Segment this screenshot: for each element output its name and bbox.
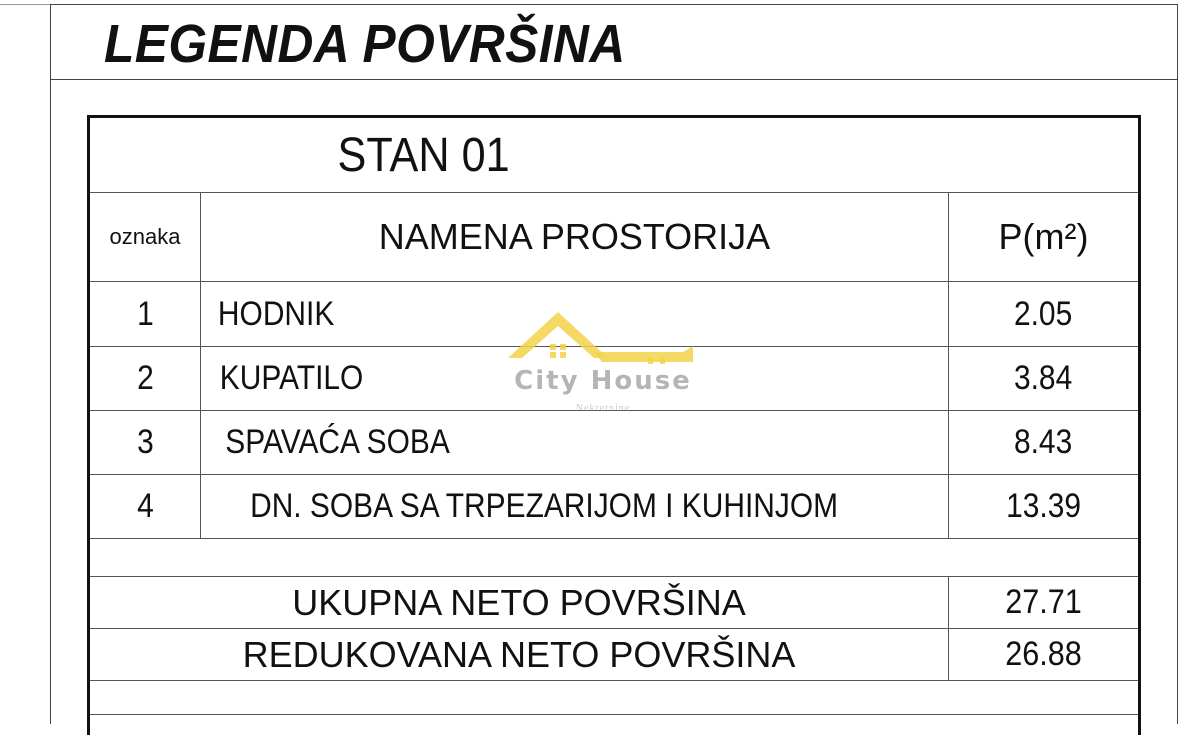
reduced-net-area-value: 26.88	[1005, 635, 1082, 673]
total-label-cell	[90, 577, 948, 628]
watermark	[498, 306, 708, 416]
table-row-area	[949, 347, 1138, 410]
table-row-mark	[90, 347, 200, 410]
row-mark: 1	[136, 294, 154, 333]
divider	[90, 680, 1138, 681]
reduced-net-area-label: REDUKOVANA NETO POVRŠINA	[242, 633, 796, 675]
row-name: DN. SOBA SA TRPEZARIJOM I KUHINJOM	[250, 487, 839, 525]
apartment-title-cell	[90, 118, 758, 192]
watermark-brand: City House	[514, 366, 692, 396]
total-net-area-value: 27.71	[1005, 583, 1082, 621]
row-area: 13.39	[1006, 487, 1081, 525]
row-area: 2.05	[1014, 294, 1073, 333]
apartment-title: STAN 01	[337, 128, 511, 182]
legend-title: LEGENDA POVRŠINA	[104, 14, 626, 74]
table-row-mark	[90, 475, 200, 538]
table-row-area	[949, 475, 1138, 538]
table-row-name	[210, 475, 940, 538]
row-area: 3.84	[1014, 359, 1073, 397]
total-net-area-label: UKUPNA NETO POVRŠINA	[292, 581, 746, 623]
frame-right-border	[1177, 4, 1178, 724]
reduced-label-cell	[90, 629, 948, 680]
row-mark: 4	[136, 487, 154, 525]
total-value-cell	[949, 577, 1138, 628]
row-name: HODNIK	[217, 294, 335, 333]
house-key-icon	[498, 306, 708, 366]
reduced-value-cell	[949, 629, 1138, 680]
divider	[90, 538, 1138, 539]
watermark-subtitle: Nekretnine	[575, 403, 631, 414]
row-mark: 2	[136, 359, 154, 397]
header-area-cell	[949, 193, 1138, 281]
header-purpose: NAMENA PROSTORIJA	[378, 216, 771, 257]
header-area: P(m²)	[998, 216, 1089, 257]
table-row-mark	[90, 411, 200, 474]
divider	[90, 714, 1138, 715]
header-mark-cell	[90, 193, 200, 281]
row-area: 8.43	[1014, 423, 1073, 461]
row-name: SPAVAĆA SOBA	[225, 423, 450, 461]
table-row-area	[949, 282, 1138, 346]
area-table	[87, 115, 1141, 735]
frame-stub-line	[0, 4, 50, 5]
table-row-mark	[90, 282, 200, 346]
header-mark: oznaka	[109, 224, 181, 249]
row-name: KUPATILO	[219, 359, 364, 397]
table-row-name	[210, 411, 940, 474]
table-row-area	[949, 411, 1138, 474]
header-purpose-cell	[201, 193, 948, 281]
row-mark: 3	[136, 423, 154, 461]
frame-left-border	[50, 4, 51, 724]
